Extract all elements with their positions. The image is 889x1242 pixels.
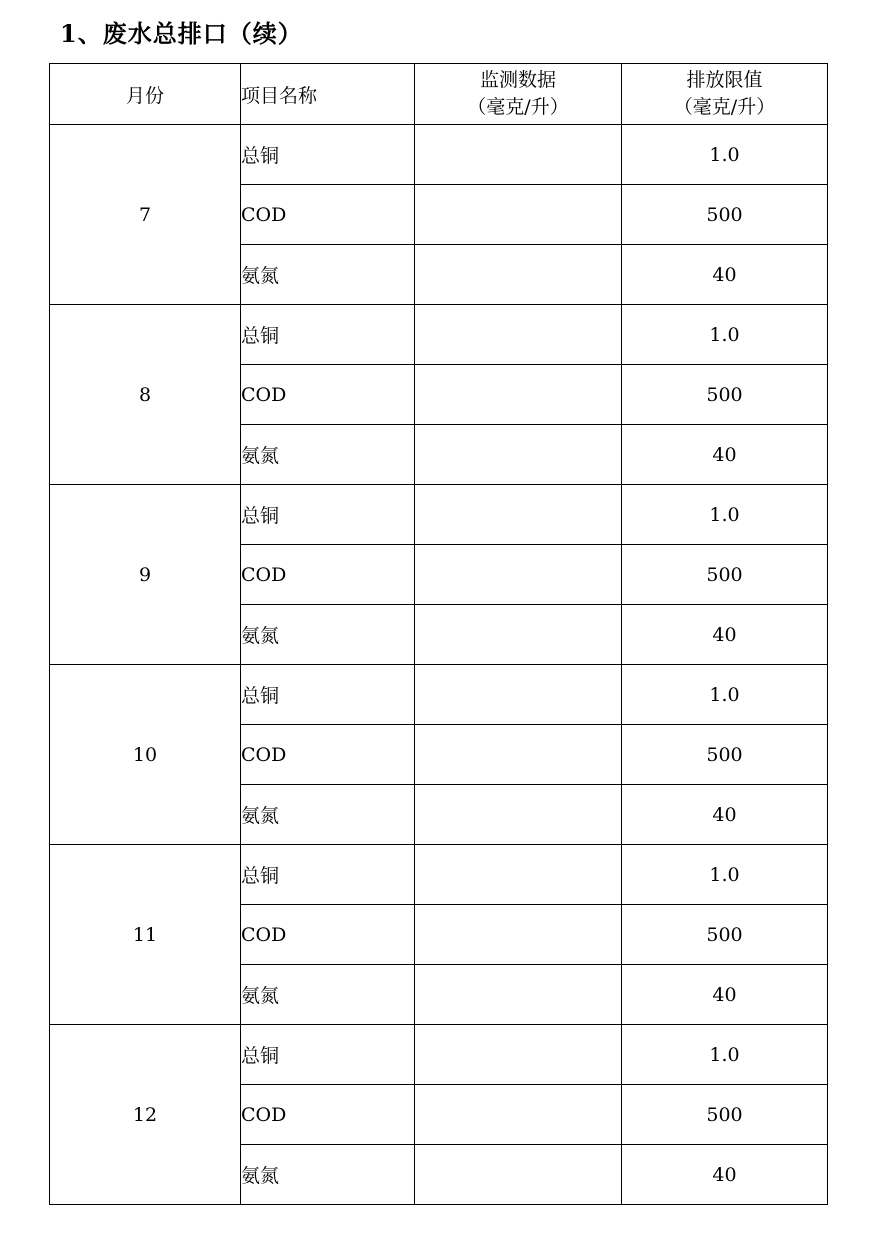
item-name-cell: 总铜 <box>241 845 415 905</box>
item-name-cell: 氨氮 <box>241 1145 415 1205</box>
discharge-limit-cell: 1.0 <box>622 305 828 365</box>
monitoring-data-cell <box>415 365 622 425</box>
monitoring-data-cell <box>415 305 622 365</box>
discharge-limit-cell: 1.0 <box>622 485 828 545</box>
monitoring-data-cell <box>415 1025 622 1085</box>
discharge-limit-cell: 1.0 <box>622 125 828 185</box>
item-name-cell: COD <box>241 1085 415 1145</box>
table-header-row <box>50 64 828 125</box>
header-monitoring-data-label: 监测数据 <box>479 69 556 91</box>
header-discharge-limit-label: 排放限值 <box>686 69 763 91</box>
month-cell: 9 <box>50 485 241 665</box>
monitoring-data-cell <box>415 905 622 965</box>
month-cell: 10 <box>50 665 241 845</box>
header-item-name: 项目名称 <box>241 64 415 125</box>
monitoring-data-cell <box>415 605 622 665</box>
table-row <box>50 845 828 905</box>
item-name-cell: 氨氮 <box>241 425 415 485</box>
wastewater-monitoring-table <box>49 63 828 1205</box>
table-body <box>50 125 828 1205</box>
discharge-limit-cell: 1.0 <box>622 845 828 905</box>
table-row <box>50 485 828 545</box>
table-row <box>50 125 828 185</box>
header-discharge-limit-unit: （毫克/升） <box>673 96 776 118</box>
item-name-cell: 总铜 <box>241 1025 415 1085</box>
monitoring-data-cell <box>415 1085 622 1145</box>
monitoring-data-cell <box>415 185 622 245</box>
page-title: 1、废水总排口（续） <box>60 19 303 48</box>
item-name-cell: COD <box>241 545 415 605</box>
item-name-cell: 氨氮 <box>241 785 415 845</box>
header-monitoring-data-unit: （毫克/升） <box>467 96 569 118</box>
header-discharge-limit <box>622 64 828 125</box>
discharge-limit-cell: 500 <box>622 905 828 965</box>
discharge-limit-cell: 1.0 <box>622 1025 828 1085</box>
monitoring-data-cell <box>415 965 622 1025</box>
monitoring-data-cell <box>415 485 622 545</box>
discharge-limit-cell: 40 <box>622 605 828 665</box>
month-cell: 12 <box>50 1025 241 1205</box>
table-row <box>50 305 828 365</box>
item-name-cell: 总铜 <box>241 485 415 545</box>
item-name-cell: 氨氮 <box>241 605 415 665</box>
item-name-cell: 总铜 <box>241 125 415 185</box>
discharge-limit-cell: 1.0 <box>622 665 828 725</box>
discharge-limit-cell: 500 <box>622 1085 828 1145</box>
table-row <box>50 1025 828 1085</box>
item-name-cell: COD <box>241 725 415 785</box>
monitoring-data-cell <box>415 785 622 845</box>
monitoring-data-cell <box>415 125 622 185</box>
header-month: 月份 <box>50 64 241 125</box>
monitoring-data-cell <box>415 545 622 605</box>
header-monitoring-data <box>415 64 622 125</box>
item-name-cell: 总铜 <box>241 665 415 725</box>
item-name-cell: COD <box>241 905 415 965</box>
discharge-limit-cell: 500 <box>622 545 828 605</box>
monitoring-data-cell <box>415 725 622 785</box>
item-name-cell: 氨氮 <box>241 965 415 1025</box>
item-name-cell: COD <box>241 365 415 425</box>
month-cell: 11 <box>50 845 241 1025</box>
monitoring-data-cell <box>415 425 622 485</box>
discharge-limit-cell: 500 <box>622 365 828 425</box>
discharge-limit-cell: 40 <box>622 425 828 485</box>
monitoring-data-cell <box>415 845 622 905</box>
item-name-cell: 总铜 <box>241 305 415 365</box>
item-name-cell: COD <box>241 185 415 245</box>
item-name-cell: 氨氮 <box>241 245 415 305</box>
month-cell: 7 <box>50 125 241 305</box>
discharge-limit-cell: 40 <box>622 1145 828 1205</box>
discharge-limit-cell: 500 <box>622 185 828 245</box>
discharge-limit-cell: 40 <box>622 245 828 305</box>
discharge-limit-cell: 500 <box>622 725 828 785</box>
table-row <box>50 665 828 725</box>
month-cell: 8 <box>50 305 241 485</box>
discharge-limit-cell: 40 <box>622 785 828 845</box>
monitoring-data-cell <box>415 245 622 305</box>
monitoring-data-cell <box>415 1145 622 1205</box>
monitoring-data-cell <box>415 665 622 725</box>
discharge-limit-cell: 40 <box>622 965 828 1025</box>
